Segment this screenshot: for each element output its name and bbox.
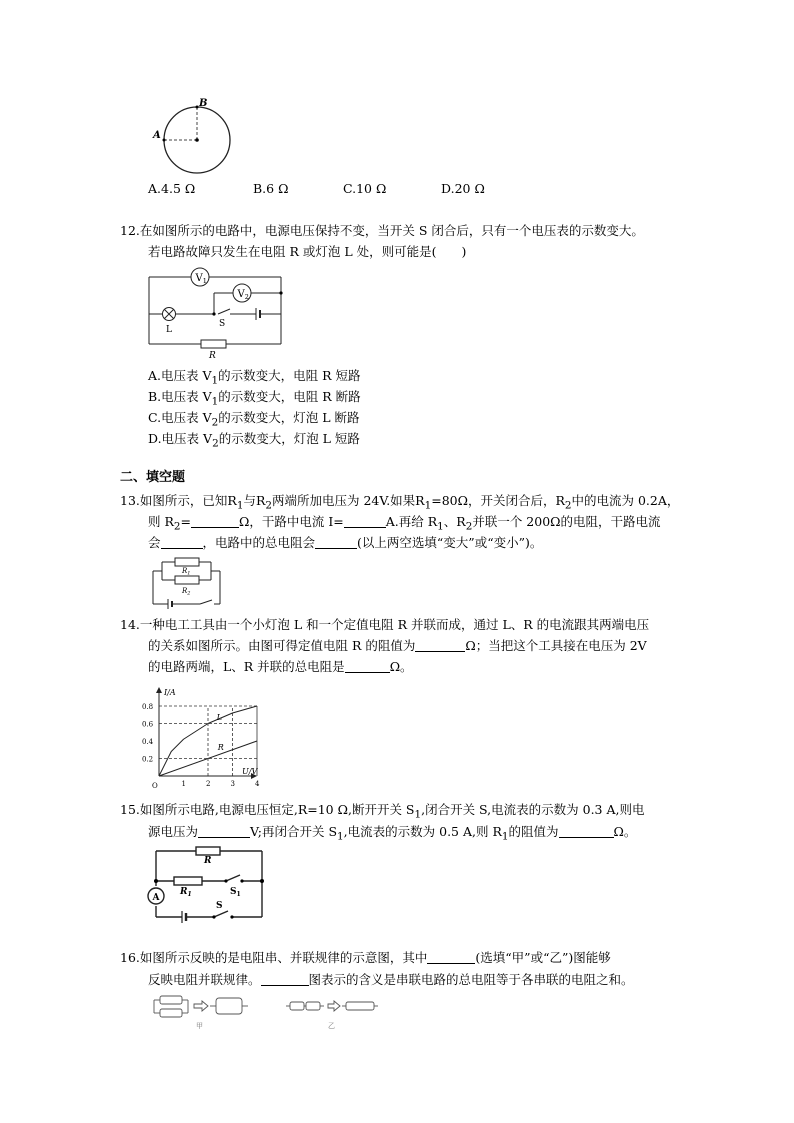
svg-text:V2: $V_2$	[237, 289, 249, 301]
q14-stem-line3: 的电路两端，L、R 并联的总电阻是 Ω。	[148, 659, 413, 674]
resistor-r2	[175, 576, 199, 584]
svg-text:S: S	[216, 901, 223, 911]
q16-stem-line1: 16.如图所示反映的是电阻串、并联规律的示意图，其中 (选填“甲”或“乙”)图能够	[120, 950, 611, 965]
q12-option-d: D.电压表 $V_2$的示数变大，灯泡 L 短路	[148, 431, 360, 450]
q16-figure-jia	[150, 992, 260, 1032]
y-tick-label: 0.4	[142, 738, 154, 746]
svg-text:R2: $R_2$	[182, 587, 191, 597]
x-tick-label: 3	[230, 780, 235, 788]
q14-blank-total[interactable]	[345, 660, 390, 673]
q12-number: 12.	[120, 223, 140, 238]
y-axis-label: I/A	[164, 688, 176, 697]
q11-label-b: B	[199, 98, 208, 109]
q12-stem-line1: 12.在如图所示的电路中，电源电压保持不变，当开关 S 闭合后，只有一个电压表的示数变大。	[120, 223, 644, 238]
resistor-r1	[174, 877, 202, 885]
resistor-r	[196, 847, 220, 855]
y-tick-label: 0.8	[142, 703, 154, 711]
resistor-r1	[175, 558, 199, 566]
svg-text:R1: $R_1$	[180, 887, 192, 898]
q12-option-c: C.电压表 $V_2$的示数变大，灯泡 L 断路	[148, 410, 360, 429]
x-tick-label: 1	[181, 780, 186, 788]
section-title: 二、填空题	[120, 470, 186, 485]
q12-stem-line2: 若电路故障只发生在电阻 R 或灯泡 L 处，则可能是( )	[148, 244, 467, 259]
svg-text:S1: $S_1$	[230, 887, 241, 898]
q13-blank-current-change[interactable]	[161, 536, 203, 549]
q14-stem-line2: 的关系如图所示。由图可得定值电阻 R 的阻值为 Ω；当把这个工具接在电压为 2V	[148, 638, 647, 653]
svg-text:V1: $V_1$	[195, 273, 207, 285]
q13-stem-line3: 会 ，电路中的总电阻会 (以上两空选填“变大”或“变小”)。	[148, 535, 543, 550]
svg-text:乙: 乙	[328, 1022, 335, 1030]
q15-stem-line2: 源电压为 V;再闭合开关 $S_1$,电流表的示数为 0.5 A,则 $R_1$的阻值为 Ω。	[148, 824, 637, 843]
q16-figure-yi	[282, 992, 392, 1032]
q11-option-a: A.4.5 Ω	[148, 181, 196, 196]
svg-text:L: L	[166, 325, 172, 335]
q15-blank-r1[interactable]	[559, 825, 614, 838]
q13-blank-current[interactable]	[344, 515, 386, 528]
svg-text:A: A	[152, 893, 160, 903]
q12-circuit-figure	[146, 262, 286, 362]
q13-blank-r2[interactable]	[191, 515, 239, 528]
q15-circuit-figure	[144, 843, 269, 921]
svg-text:R: R	[209, 351, 216, 361]
series-l-label: L	[216, 713, 222, 722]
x-tick-label: 2	[206, 780, 211, 788]
q11-option-b: B.6 Ω	[253, 181, 289, 196]
q15-stem-line1: 15.如图所示电路,电源电压恒定,R=10 Ω,断开开关 $S_1$,闭合开关 S,电流表的示数为 0.3 A,则电	[120, 802, 645, 821]
q14-iu-chart	[140, 685, 265, 795]
svg-text:R: R	[204, 856, 212, 866]
q11-label-a: A	[153, 130, 161, 141]
q13-circuit-figure	[148, 554, 228, 610]
x-axis-label: U/V	[242, 767, 258, 776]
switch-s	[218, 309, 230, 314]
series-r-label: R	[217, 742, 224, 752]
svg-text:R1: $R_1$	[182, 567, 191, 577]
resistor-r	[201, 340, 226, 348]
q12-option-b: B.电压表 $V_1$的示数变大，电阻 R 断路	[148, 389, 361, 408]
q12-option-a: A.电压表 $V_1$的示数变大，电阻 R 短路	[148, 368, 361, 387]
q11-option-c: C.10 Ω	[343, 181, 387, 196]
q13-stem-line2: 则 $R_2= \Omega$，干路中电流 I= A.再给 $R_1$、$R_2$并联一个 200Ω的电阻，干路电流	[148, 514, 661, 533]
q13-stem-line1: 13.如图所示，已知$R_1$与$R_2$两端所加电压为 24V.如果$R_1=80\Omega$，开关闭合后，$R_2$中的电流为 0.2A，	[120, 493, 680, 512]
q14-blank-resistance[interactable]	[415, 639, 465, 652]
q11-option-d: D.20 Ω	[441, 181, 485, 196]
q13-blank-resistance-change[interactable]	[315, 536, 357, 549]
svg-text:S: S	[219, 319, 226, 329]
q14-stem-line1: 14.一种电工工具由一个小灯泡 L 和一个定值电阻 R 并联而成，通过 L、R 的电流跟其两端电压	[120, 617, 650, 632]
q16-blank-series[interactable]	[261, 973, 309, 986]
y-tick-label: 0.6	[142, 720, 154, 729]
y-tick-label: 0.2	[142, 755, 154, 764]
x-tick-label: 4	[255, 780, 260, 788]
origin-label: O	[152, 782, 158, 790]
q16-stem-line2: 反映电阻并联规律。 图表示的含义是串联电路的总电阻等于各串联的电阻之和。	[148, 972, 634, 987]
q16-blank-parallel[interactable]	[427, 951, 475, 964]
svg-text:甲: 甲	[196, 1022, 203, 1030]
q11-circle-figure	[140, 92, 240, 182]
q15-blank-voltage[interactable]	[198, 825, 250, 838]
